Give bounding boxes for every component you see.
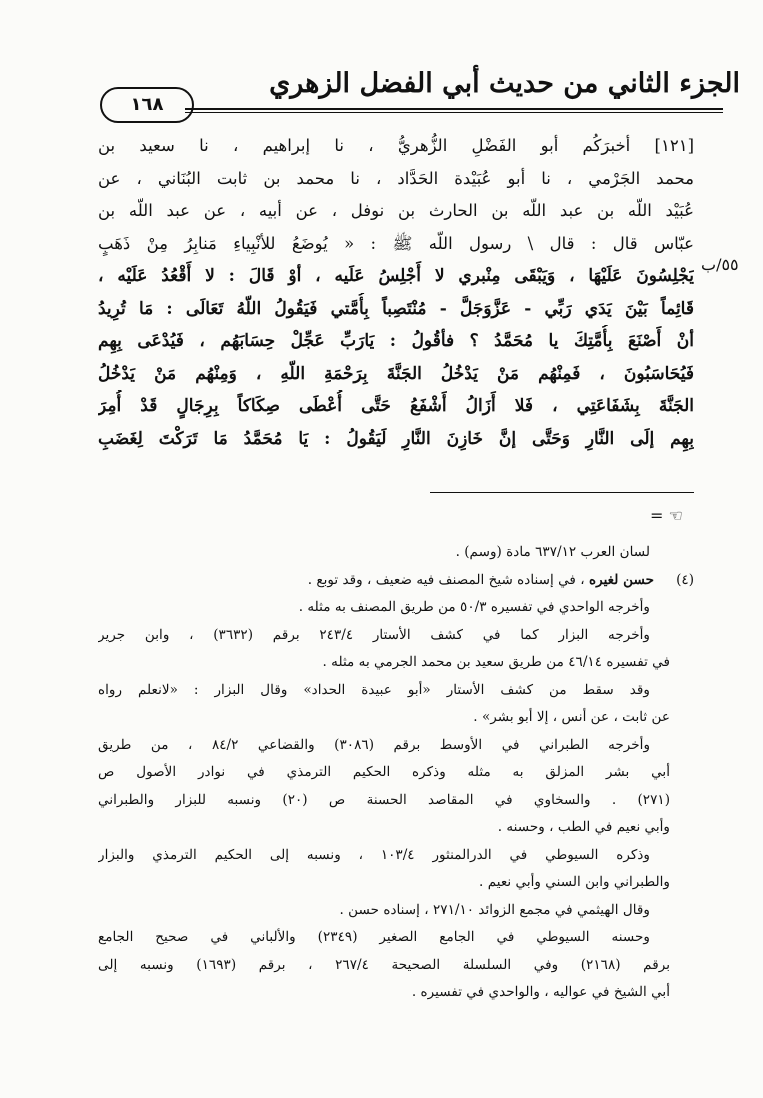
text-line: عُبَيْد اللّه بن عبد اللّه بن الحارث بن نوفل ، عن أبيه ، عن عبد اللّه بن	[98, 201, 694, 220]
footnote-line: وقد سقط من كشف الأستار «أبو عبيدة الحداد» وقال البزار : «لانعلم رواه	[98, 681, 650, 698]
footnote-line: أبي الشيخ في عواليه ، والواحدي في تفسيره .	[411, 984, 670, 1000]
footnote-line: برقم (٢١٦٨) وفي السلسلة الصحيحة ٢٦٧/٤ ، برقم (١٦٩٣) ونسبه إلى	[98, 956, 670, 973]
text-line: الجَنَّةَ بِشَفَاعَتِي ، فَلا أَزَالُ أَشْفَعُ حَتَّى أُعْطَى صِكَاكاً بِرِجَالٍ قَدْ أُمِرَ	[98, 396, 694, 416]
footnote-line: لسان العرب ٦٣٧/١٢ مادة (وسم) .	[455, 544, 650, 560]
page-number-badge: ١٦٨	[100, 87, 194, 123]
hadith-text	[98, 130, 694, 455]
footnote-line: وحسنه السيوطي في الجامع الصغير (٢٣٤٩) والألباني في صحيح الجامع	[98, 929, 650, 945]
footnote-number: (٤)	[676, 571, 694, 588]
text-line: يَجْلِسُونَ عَلَيْهَا ، وَيَبْقَى مِنْبري لا أَجْلِسُ عَلَيه ، أوْ قَالَ : لا أَقْعُدُ عَلَيْه ،	[98, 266, 694, 286]
footnotes	[98, 539, 694, 1007]
text-line: [١٢١] أخبرَكُم أبو الفَضْلِ الزُّهريُّ ، نا إبراهيم ، نا سعيد بن	[98, 136, 694, 155]
footnote-line: عن ثابت ، عن أنس ، إلا أبو بشر» .	[473, 709, 670, 725]
text-line: عبّاس قال : قال \ رسول اللّه ﷺ : « يُوضَعُ للأنْبِياءِ مَنابِرُ مِنْ ذَهَبٍ	[98, 233, 694, 253]
footnote-line: وأخرجه الطبراني في الأوسط برقم (٣٠٨٦) والقضاعي ٨٤/٢ ، من طريق	[98, 736, 651, 753]
header-rule	[185, 108, 723, 110]
footnote-text: ، في إسناده شيخ المصنف فيه ضعيف ، وقد توبع .	[307, 571, 585, 588]
footnote-item	[98, 567, 694, 595]
header-rule-thin	[185, 112, 723, 113]
running-header-title: الجزء الثاني من حديث أبي الفضل الزهري	[269, 68, 740, 99]
footnote-line: (٢٧١) . والسخاوي في المقاصد الحسنة ص (٢٠) ونسبه للبزار والطبراني	[98, 791, 670, 808]
footnote-line: وذكره السيوطي في الدرالمنثور ١٠٣/٤ ، ونسبه إلى الحكيم الترمذي والبزار	[98, 846, 650, 863]
text-line: محمد الجَرْمي ، نا أبو عُبَيْدة الحَدَّاد ، نا محمد بن ثابت البُنَاني ، عن	[98, 168, 694, 188]
grading-label: حسن لغيره	[588, 571, 654, 588]
text-line: أنْ أَصْنَعَ بِأُمَّتِكَ يا مُحَمَّدُ ؟ فأقُولُ : يَارَبِّ عَجِّلْ حِسَابَهُم ، فَيُدْعَى بِهِم	[98, 331, 694, 351]
footnote-line: في تفسيره ٤٦/١٤ من طريق سعيد بن محمد الجرمي به مثله .	[322, 654, 670, 670]
footnote-line: وأخرجه الواحدي في تفسيره ٥٠/٣ من طريق المصنف به مثله .	[298, 599, 650, 615]
text-line: بِهِم إلَى النَّارِ وَحَتَّى إنَّ خَازِنَ النَّارِ لَيَقُولُ : يَا مُحَمَّدُ مَا تَرَكْتَ لِغَضَبِ	[98, 428, 694, 449]
footnote-line: وقال الهيثمي في مجمع الزوائد ٢٧١/١٠ ، إسناده حسن .	[339, 901, 650, 918]
text-line: قَائِماً بَيْنَ يَدَي رَبِّي - عَزَّوَجَلَّ - مُنْتَصِباً بِأُمَّتي فَيَقُولُ اللّهُ تَعَالَى : مَا تُرِيدُ	[98, 298, 694, 319]
footnote-line: أبي بشر المزلق به مثله وذكره الحكيم الترمذي في نوادر الأصول ص	[98, 764, 670, 780]
text-line: فَيُحَاسَبُونَ ، فَمِنْهُم مَنْ يَدْخُلُ الجَنَّةَ بِرَحْمَةِ اللّهِ ، وَمِنْهُم مَنْ يَدْخُلُ	[98, 363, 694, 384]
footnote-line: وأخرجه البزار كما في كشف الأستار ٢٤٣/٤ برقم (٣٦٣٢) ، وابن جرير	[98, 626, 650, 643]
footnote-separator	[430, 492, 694, 493]
footnote-line: وأبي نعيم في الطب ، وحسنه .	[497, 819, 670, 835]
footnote-line: والطبراني وابن السني وأبي نعيم .	[479, 874, 670, 890]
footnote-continuation-marker: = ☜	[650, 506, 683, 525]
manuscript-folio-note: ٥٥/ب	[701, 255, 739, 274]
